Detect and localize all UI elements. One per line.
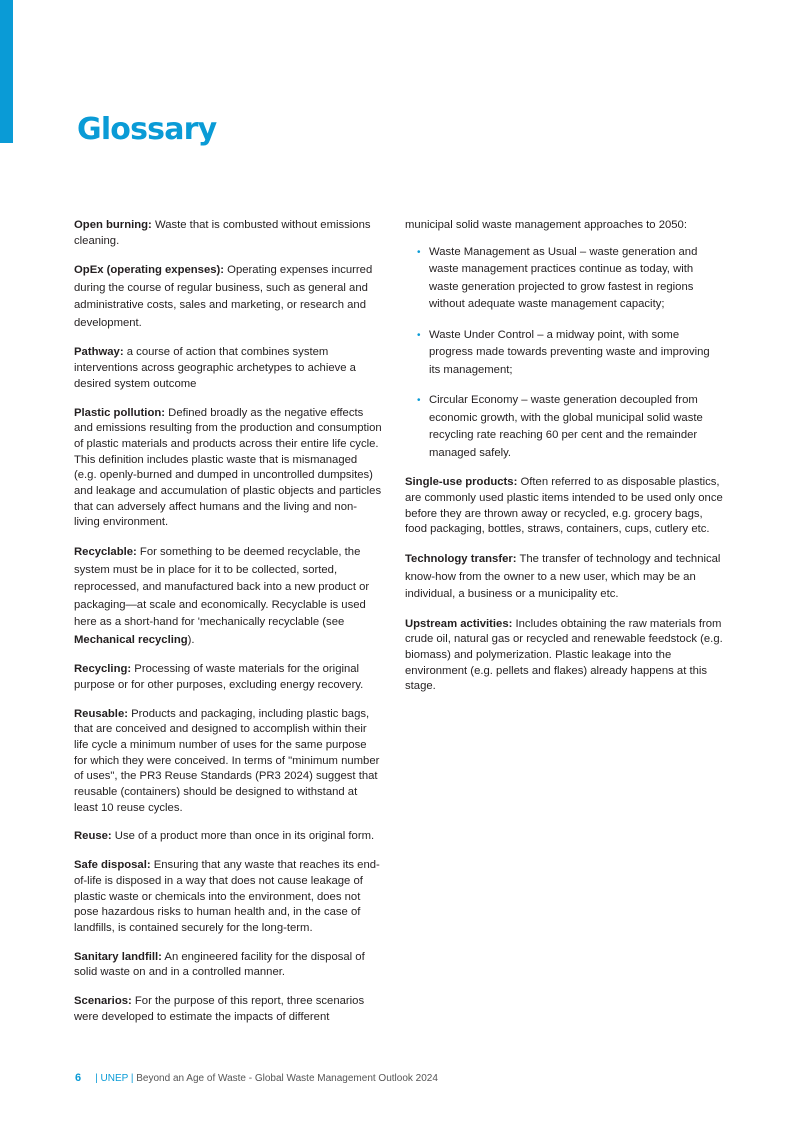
definition: Includes obtaining the raw materials from crude oil, natural gas or recycled and renewable feedstock (e.g. biomass) and polymerization. Plastic leakage into the environment (e.g. pellets and flakes) already happens at this stage.	[405, 617, 723, 693]
glossary-entry-scenarios	[74, 994, 382, 1025]
glossary-entry-single-use	[405, 475, 723, 538]
definition: Operating expenses incurred during the course of regular business, such as general and administrative costs, sales and marketing, or research and development.	[74, 264, 373, 329]
glossary-entry-reusable	[74, 707, 382, 817]
definition: Waste that is combusted without emissions cleaning.	[74, 219, 371, 247]
definition: a course of action that combines system interventions across geographic archetypes to achieve a desired system outcome	[74, 346, 356, 390]
bullet-icon: •	[417, 395, 421, 407]
term: Recyclable:	[74, 546, 137, 559]
definition: Products and packaging, including plastic bags, that are conceived and designed to accomplish within their life cycle a minimum number of uses for the same purpose for which they were conceived. In terms of "minimum number of uses", the PR3 Reuse Standards (PR3 2024) suggest that reusable (containers) should be designed to withstand at least 10 reuse cycles.	[74, 707, 380, 814]
definition: For the purpose of this report, three scenarios were developed to estimate the impacts of different	[74, 995, 365, 1023]
footer-title: Beyond an Age of Waste - Global Waste Management Outlook 2024	[133, 1073, 438, 1084]
glossary-entry-opex	[74, 262, 382, 332]
page-footer	[75, 1072, 438, 1084]
glossary-entry-safe-disposal	[74, 858, 382, 937]
glossary-entry-upstream-activities	[405, 617, 723, 696]
definition: – waste generation and waste management practices continue as today, with waste generation projected to grow fastest in regions without adequate waste management capacity;	[429, 245, 698, 311]
glossary-entry-recyclable	[74, 544, 382, 649]
footer-org: | UNEP |	[95, 1073, 134, 1084]
definition: Use of a product more than once in its original form.	[111, 830, 375, 843]
list-item	[405, 244, 723, 314]
term: Recycling:	[74, 663, 132, 676]
definition: – a midway point, with some progress made towards preventing waste and improving its management;	[429, 328, 710, 376]
scenario-list	[405, 244, 723, 463]
glossary-entry-plastic-pollution	[74, 406, 382, 532]
term: Upstream activities:	[405, 617, 513, 630]
term: OpEx (operating expenses):	[74, 264, 225, 277]
glossary-entry-sanitary-landfill	[74, 950, 382, 981]
page-number: 6	[75, 1072, 82, 1084]
term: Safe disposal:	[74, 859, 151, 872]
right-column	[405, 218, 723, 708]
cross-reference-link[interactable]: Mechanical recycling	[74, 633, 188, 646]
term: Waste Under Control	[429, 328, 535, 341]
definition: Defined broadly as the negative effects and emissions resulting from the production and consumption of plastic materials and products across their entire life cycle. This definition includes plastic waste that is mismanaged (e.g. openly-burned and dumped in uncontrolled dumpsites) and leakage and accumulation of plastic objects and particles that can adversely affect humans and the living and non-living environment.	[74, 406, 382, 529]
term: Pathway:	[74, 346, 124, 359]
glossary-entry-reuse	[74, 829, 382, 845]
term: Technology transfer:	[405, 553, 517, 566]
bullet-icon: •	[417, 246, 421, 258]
term: Reusable:	[74, 707, 128, 720]
list-item	[405, 327, 723, 380]
term: Single-use products:	[405, 476, 518, 489]
definition-end: ).	[187, 633, 195, 646]
term: Waste Management as Usual	[429, 245, 577, 258]
glossary-entry-open-burning	[74, 218, 382, 249]
glossary-entry-pathway	[74, 345, 382, 392]
accent-bar	[0, 0, 13, 143]
scenarios-continuation: municipal solid waste management approaches to 2050:	[405, 219, 687, 231]
definition: Often referred to as disposable plastics, are commonly used plastic items intended to be used only once before they are thrown away or recycled, e.g. grocery bags, food packaging, bottles, straws, containers, cups, cutlery etc.	[405, 476, 723, 536]
term: Plastic pollution:	[74, 406, 166, 419]
left-column	[74, 218, 382, 1039]
term: Sanitary landfill:	[74, 950, 162, 963]
definition: For something to be deemed recyclable, the system must be in place for it to be collected, sorted, reprocessed, and manufactured back into a new product or packaging—at scale and economically. Recyclable is used here as a short-hand for 'mechanically recyclable (see	[74, 546, 370, 629]
definition: – waste generation decoupled from economic growth, with the global municipal solid waste recycling rate reaching 60 per cent and the remainder managed safely.	[429, 394, 703, 459]
bullet-icon: •	[417, 329, 421, 341]
term: Scenarios:	[74, 995, 132, 1008]
page-title: Glossary	[77, 112, 217, 147]
definition: Ensuring that any waste that reaches its end-of-life is disposed in a way that does not cause leakage of plastic waste or chemicals into the environment, does not pose hazardous risks to human health and, in the case of landfills, is contained securely for the long-term.	[74, 859, 380, 934]
term: Open burning:	[74, 219, 152, 231]
list-item	[405, 392, 723, 462]
definition: Processing of waste materials for the original purpose or for other purposes, excluding energy recovery.	[74, 663, 364, 691]
term: Reuse:	[74, 830, 112, 843]
glossary-entry-recycling	[74, 662, 382, 693]
definition: The transfer of technology and technical know-how from the owner to a new user, which may be an individual, a business or a municipality etc.	[405, 553, 721, 601]
term: Circular Economy	[429, 394, 519, 407]
glossary-entry-technology-transfer	[405, 551, 723, 604]
definition: An engineered facility for the disposal of solid waste on and in a controlled manner.	[74, 950, 365, 979]
